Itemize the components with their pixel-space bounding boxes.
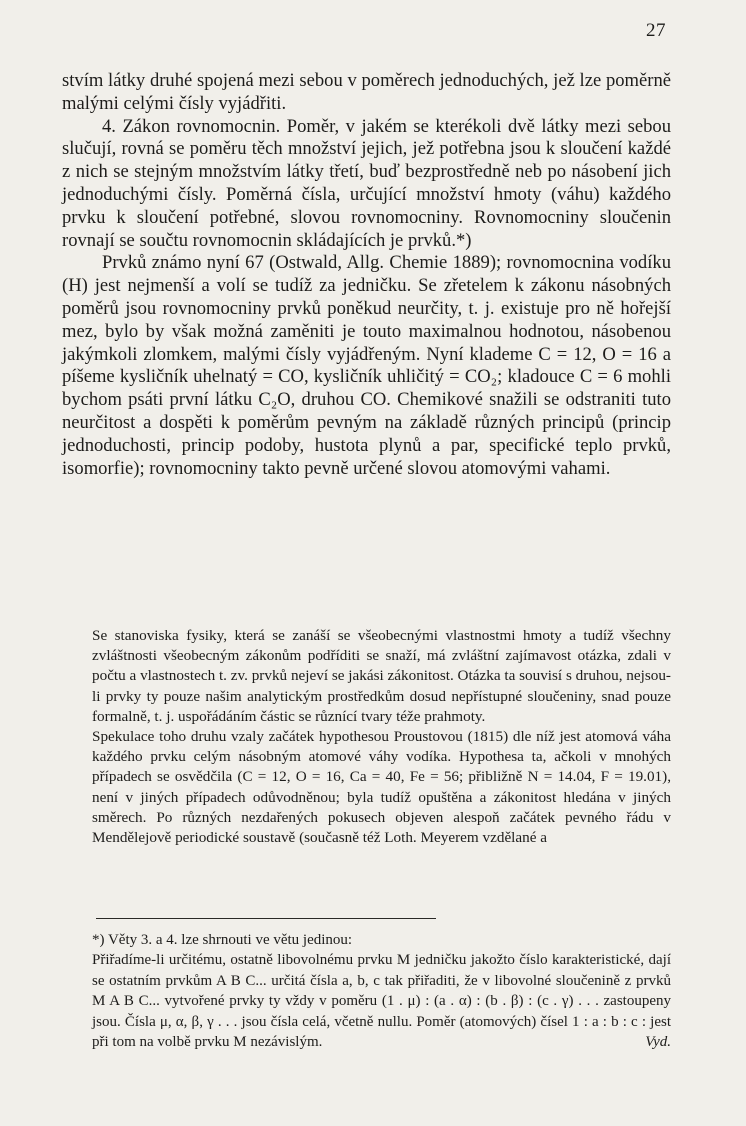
footnote-first-line: *) Věty 3. a 4. lze shrnouti ve větu jedinou: <box>92 932 353 948</box>
paragraph-continuation: stvím látky druhé spojená mezi sebou v poměrech jednoduchých, jež lze poměrně malými celými čísly vyjádřiti. <box>62 70 671 114</box>
paragraph-law-of-equivalents: 4. Zákon rovnomocnin. Poměr, v jakém se kterékoli dvě látky mezi sebou slučují, rovná se poměru těch množství jejich, jež potřebna jsou k sloučení každé z nich se stejným množstvím látky třetí, buď bezprostředně neb po násobení jich jednoduchými čísly. Poměrná čísla, určující množství hmoty (váhu) každého prvku k sloučení potřebné, slovou rovnomocniny. Rovnomocniny sloučenin rovnají se součtu rovnomocnin skládajících je prvků.*) <box>62 115 671 251</box>
footnote-signature: Vyd. <box>645 1034 671 1051</box>
small-paragraph-speculation: Spekulace toho druhu vzaly začátek hypothesou Proustovou (1815) dle níž jest atomová váha každého prvku celým násobným atomové váhy vodíka. Hypothesa ta, ačkoli v mnohých případech se osvědčila (C = 12, O = 16, Ca = 40, Fe = 56; přibližně N = 14.04, F = 19.01), není v jiných případech odůvodněnou; byla tudíž opuštěna a zákonitost hledána v jiných směrech. Po různých nezdařených pokusech objeven alespoň začátek pevného řádu v Mendělejově periodické soustavě (současně též Loth. Meyerem vzdělané a <box>92 728 671 847</box>
small-print-section <box>92 626 671 848</box>
footnote-divider <box>96 918 436 919</box>
footnote-body-text: Přiřadíme-li určitému, ostatně libovolnému prvku M jedničku jakožto číslo karakteristické, dají se ostatním prvkům A B C... určitá čísla a, b, c tak přiřaditi, že v libovolné sloučenině z prvků M A B C... vytvořené prvky ty vždy v poměru (1 . μ) : (a . α) : (b . β) : (c . γ) . . . zastoupeny jsou. Čísla μ, α, β, γ . . . jsou čísla celá, včetně nullu. Poměr (atomových) čísel 1 : a : b : c : jest při tom na volbě prvku M nezávislým. <box>92 952 671 1051</box>
small-paragraph-physics: Se stanoviska fysiky, která se zanáší se všeobecnými vlastnostmi hmoty a tudíž všechny zvláštnosti všeobecným zákonům podříditi se snaží, má zvláštní zajímavost otázka, zdali v počtu a vlastnostech t. zv. prvků nejeví se jakási zákonitost. Otázka ta souvisí s druhou, nejsou-li prvky ty pouze našim analytickým prostředkům dosud nepřístupné sloučeniny, snad pouze formalně, t. j. uspořádáním částic se různící tvary téže prahmoty. <box>92 627 671 725</box>
main-text <box>62 70 671 480</box>
page-number: 27 <box>646 20 666 41</box>
footnote-body <box>92 950 671 1052</box>
paragraph-elements: Prvků známo nyní 67 (Ostwald, Allg. Chemie 1889); rovnomocnina vodíku (H) jest nejmenší a volí se tudíž za jedničku. Se zřetelem k zákonu násobných poměrů jsou rovnomocniny prvků poněkud neurčity, t. j. existuje pro ně hořejší mez, bylo by však možná zaměniti je touto maximalnou hodnotou, násobenou jakýmkoli zlomkem, malými čísly vyjádřeným. Nyní klademe C = 12, O = 16 a píšeme kysličník uhelnatý = CO, kysličník uhličitý = CO₂; kladouce C = 6 mohli bychom psáti první látku C₂O, druhou CO. Chemikové snažili se odstraniti tuto neurčitost a dospěti k poměrům pevným na základě různých principů (princip jednoduchosti, princip podoby, hustota plynů a par, specifické teplo prvků, isomorfie); rovnomocniny takto pevně určené slovou atomovými vahami. <box>62 252 671 479</box>
footnote <box>92 930 671 1052</box>
